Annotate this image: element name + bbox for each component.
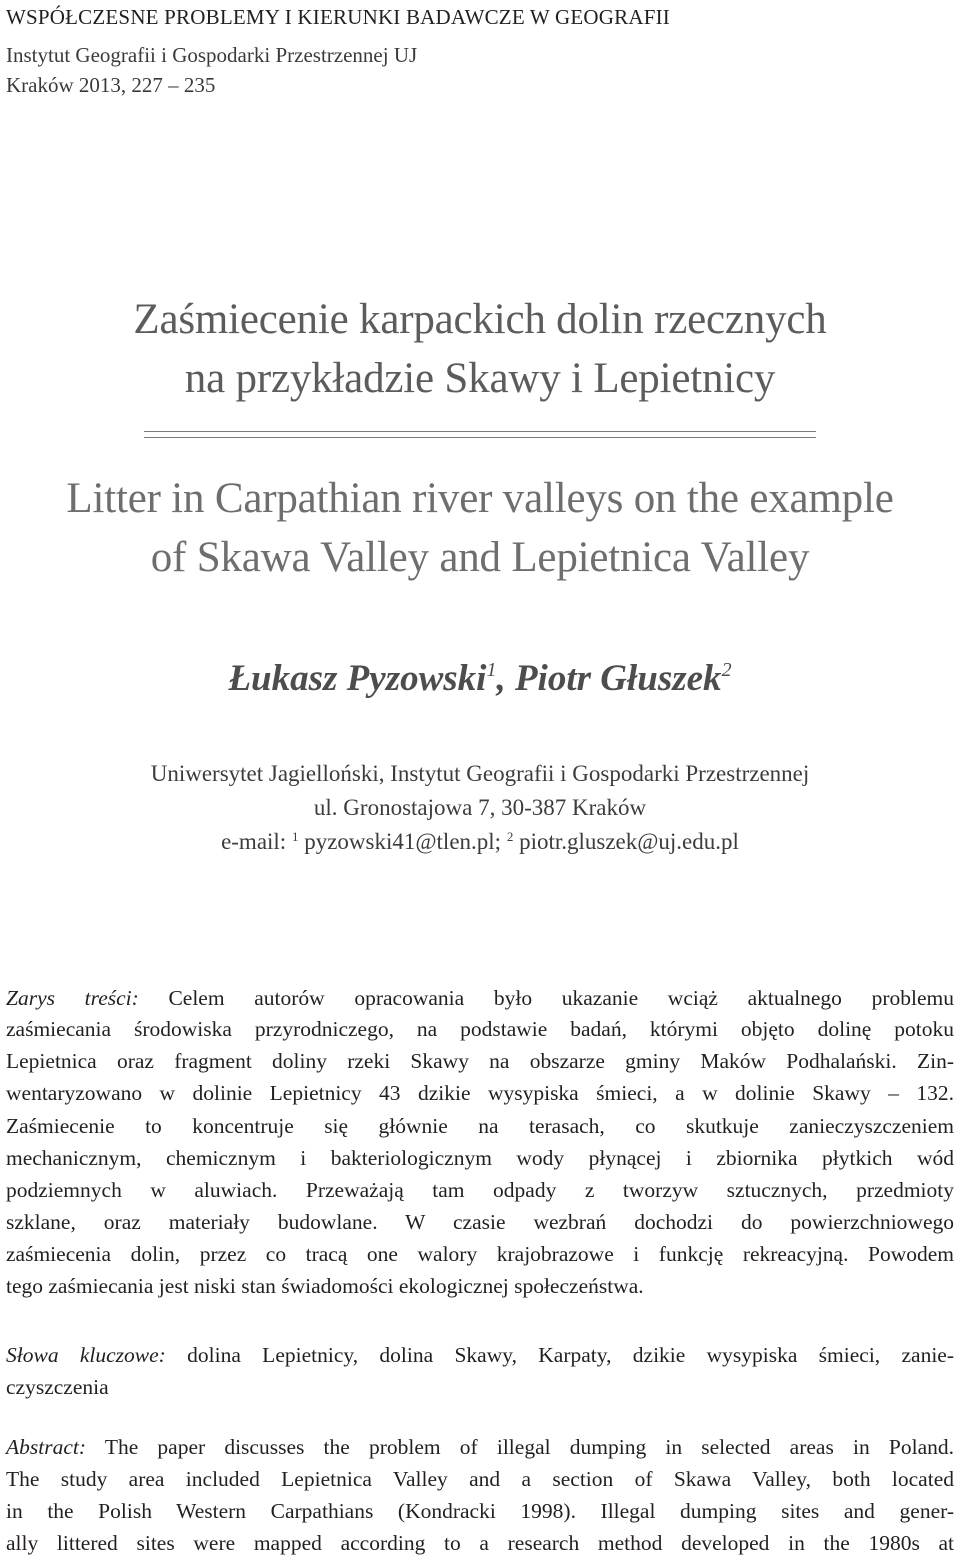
author-list [0,655,960,703]
title-divider [144,431,816,432]
affiliation-address: ul. Gronostajowa 7, 30-387 Kraków [313,795,647,820]
keywords-line: czyszczenia [6,1375,109,1399]
affiliation-emails [0,826,960,857]
summary-text: Celem autorów opracowania było ukazanie wciąż aktualnego problemu [138,986,954,1010]
author-separator: , [496,658,515,699]
affiliation-institution: Uniwersytet Jagielloński, Instytut Geografii i Gospodarki Przestrzennej [150,761,810,786]
title-pl-line-1: Zaśmiecenie karpackich dolin rzecznych [133,296,827,343]
title-en-line-2: of Skawa Valley and Lepietnica Valley [150,534,810,581]
keywords-text: dolina Lepietnicy, dolina Skawy, Karpaty, dzikie wysypiska śmieci, zanie- [165,1343,954,1367]
summary-line: mechanicznym, chemicznym i bakteriologicznym wody płynącej i zbiornika płytkich wód [6,1146,954,1170]
email-mark: 1 [291,829,299,844]
author-name: Łukasz Pyzowski [228,658,487,699]
summary-line: podziemnych w aluwiach. Przeważają tam odpady z tworzyw sztucznych, przedmioty [6,1178,954,1202]
keywords-line [6,1340,954,1371]
abstract-text: The paper discusses the problem of illegal dumping in selected areas in Poland. [86,1435,954,1459]
email-label: e-mail: [221,829,292,854]
summary-line: wentaryzowano w dolinie Lepietnicy 43 dzikie wysypiska śmieci, a w dolinie Skawy – 132. [6,1081,954,1105]
email-address-link[interactable]: pyzowski41@tlen.pl; [298,829,507,854]
summary-line: Lepietnica oraz fragment doliny rzeki Skawy na obszarze gminy Maków Podhalański. Zin- [6,1049,954,1073]
summary-line: tego zaśmiecania jest niski stan świadomości ekologicznej społeczeństwa. [6,1274,644,1298]
author-affiliation-mark: 1 [486,659,497,681]
abstract-label: Abstract: [6,1435,87,1459]
summary-label: Zarys treści: [6,986,139,1010]
journal-place-pages: Kraków 2013, 227 – 235 [6,73,216,97]
journal-series: WSPÓŁCZESNE PROBLEMY I KIERUNKI BADAWCZE W GEOGRAFII [6,5,670,29]
author-affiliation-mark: 2 [721,659,732,681]
summary-line: Zaśmiecenie to koncentruje się głównie na terasach, co skutkuje zanieczyszczeniem [6,1114,954,1138]
summary-line [6,983,954,1014]
abstract-line: in the Polish Western Carpathians (Kondracki 1998). Illegal dumping sites and gener- [6,1499,954,1523]
title-divider [144,437,816,438]
journal-institute: Instytut Geografii i Gospodarki Przestrzennej UJ [6,43,418,67]
abstract-line: ally littered sites were mapped according to a research method developed in the 1980s at [6,1531,954,1555]
title-pl-line-2: na przykładzie Skawy i Lepietnicy [184,355,776,402]
abstract-line: The study area included Lepietnica Valley and a section of Skawa Valley, both located [6,1467,954,1491]
abstract-line [6,1432,954,1463]
summary-line: zaśmiecenia dolin, przez co tracą one walory krajobrazowe i funkcję rekreacyjną. Powodem [6,1242,954,1266]
email-address-link[interactable]: piotr.gluszek@uj.edu.pl [513,829,739,854]
author-name: Piotr Głuszek [514,658,722,699]
summary-line: szklane, oraz materiały budowlane. W czasie wezbrań dochodzi do powierzchniowego [6,1210,954,1234]
summary-line: zaśmiecania środowiska przyrodniczego, na podstawie badań, którymi objęto dolinę potoku [6,1017,954,1041]
keywords-label: Słowa kluczowe: [6,1343,166,1367]
email-mark: 2 [506,829,514,844]
title-en-line-1: Litter in Carpathian river valleys on the example [66,475,894,522]
